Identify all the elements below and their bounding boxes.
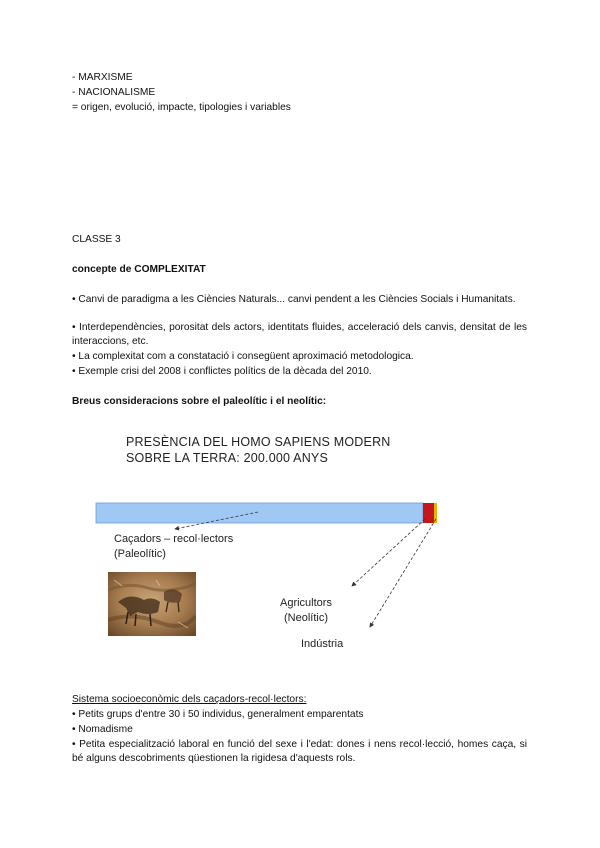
arrow-to-industry bbox=[370, 519, 436, 627]
bullet-paradigm: • Canvi de paradigma a les Ciències Naturals... canvi pendent a les Ciències Socials i Humanitats. bbox=[72, 294, 516, 305]
class-heading: CLASSE 3 bbox=[72, 234, 121, 245]
cave-painting-image bbox=[108, 572, 196, 636]
bullet-interdependencies: • Interdependències, porositat dels actors, identitats fluides, acceleració dels canvis, densitat de les interaccions, etc. bbox=[72, 322, 527, 347]
timeline-bar bbox=[96, 503, 423, 523]
label-neolithic: (Neolític) bbox=[284, 612, 329, 624]
list-summary: = origen, evolució, impacte, tipologies i variables bbox=[72, 102, 291, 113]
system-heading: Sistema socioeconòmic dels caçadors-recol·lectors: bbox=[72, 694, 307, 705]
bullet-crisis-example: • Exemple crisi del 2008 i conflictes polítics de la dècada del 2010. bbox=[72, 366, 372, 377]
bullet-small-groups: • Petits grups d'entre 30 i 50 individus, generalment emparentats bbox=[72, 709, 364, 720]
diagram-title-line2: SOBRE LA TERRA: 200.000 ANYS bbox=[126, 451, 328, 465]
label-industry: Indústria bbox=[301, 638, 344, 650]
neolithic-segment bbox=[423, 503, 434, 523]
bullet-nomadism: • Nomadisme bbox=[72, 724, 133, 735]
bullet-complexity: • La complexitat com a constatació i consegüent aproximació metodologica. bbox=[72, 351, 414, 362]
list-item-marxisme: - MARXISME bbox=[72, 72, 133, 83]
label-farmers: Agricultors bbox=[280, 597, 332, 609]
diagram-title-line1: PRESÈNCIA DEL HOMO SAPIENS MODERN bbox=[126, 435, 391, 449]
list-item-nacionalisme: - NACIONALISME bbox=[72, 87, 156, 98]
bullet-specialization: • Petita especialització laboral en funció del sexe i l'edat: dones i nens recol·lecció, homes caça, si bé alguns descobriments qüestionen la rigidesa d'aquests rols. bbox=[72, 739, 527, 764]
class-subheading: concepte de COMPLEXITAT bbox=[72, 264, 206, 275]
label-hunters: Caçadors – recol·lectors bbox=[114, 533, 234, 545]
section-heading: Breus consideracions sobre el paleolític i el neolític: bbox=[72, 396, 327, 407]
label-paleolithic: (Paleolític) bbox=[114, 548, 166, 560]
arrow-to-farmers bbox=[352, 519, 425, 586]
